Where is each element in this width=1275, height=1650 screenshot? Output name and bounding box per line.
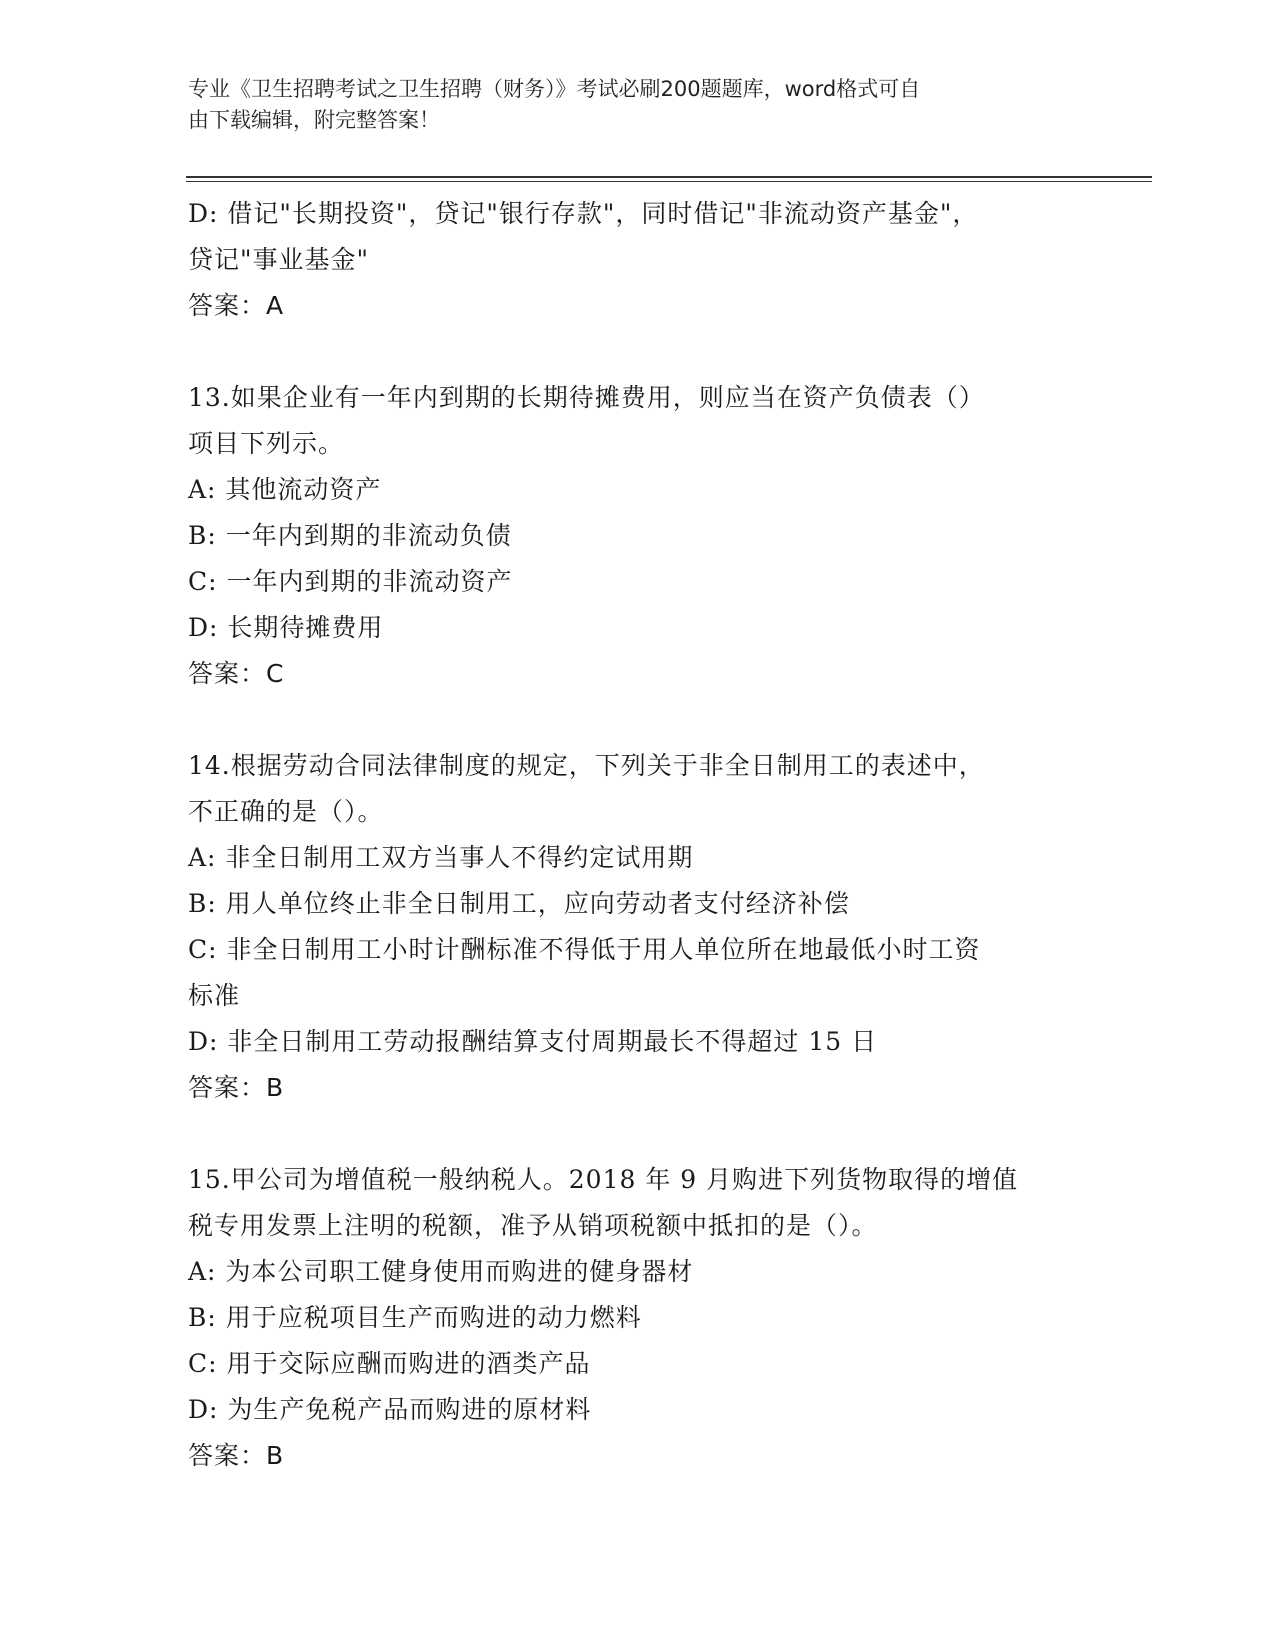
option-a: A: 其他流动资产 (188, 475, 382, 504)
option-a: A: 非全日制用工双方当事人不得约定试用期 (188, 843, 694, 872)
header-divider-thin (186, 181, 1152, 182)
question-stem-line-2: 项目下列示。 (188, 429, 345, 458)
option-d: D: 非全日制用工劳动报酬结算支付周期最长不得超过 15 日 (188, 1027, 878, 1056)
option-d: D: 为生产免税产品而购进的原材料 (188, 1395, 592, 1424)
spacer (188, 697, 1088, 743)
header-title-line-2: 由下载编辑，附完整答案！ (188, 108, 440, 132)
option-c-line-2: 标准 (188, 981, 241, 1010)
option-d-line-2: 贷记"事业基金" (188, 245, 369, 274)
question-stem-line-2: 不正确的是（）。 (188, 797, 384, 826)
spacer (188, 1111, 1088, 1157)
option-c-line-1: C: 非全日制用工小时计酬标准不得低于用人单位所在地最低小时工资 (188, 935, 981, 964)
answer: 答案：A (188, 291, 285, 320)
option-a: A: 为本公司职工健身使用而购进的健身器材 (188, 1257, 694, 1286)
option-b: B: 用人单位终止非全日制用工，应向劳动者支付经济补偿 (188, 889, 850, 918)
option-d: D: 长期待摊费用 (188, 613, 384, 642)
question-13 (188, 375, 1088, 697)
option-c: C: 一年内到期的非流动资产 (188, 567, 513, 596)
answer: 答案：C (188, 659, 285, 688)
option-c: C: 用于交际应酬而购进的酒类产品 (188, 1349, 591, 1378)
option-b: B: 一年内到期的非流动负债 (188, 521, 512, 550)
page-header (188, 74, 1068, 136)
question-12-tail (188, 191, 1088, 329)
question-15 (188, 1157, 1088, 1479)
option-b: B: 用于应税项目生产而购进的动力燃料 (188, 1303, 642, 1332)
question-stem-line-1: 13.如果企业有一年内到期的长期待摊费用，则应当在资产负债表（） (188, 383, 985, 412)
answer: 答案：B (188, 1073, 285, 1102)
option-d-line-1: D: 借记"长期投资"，贷记"银行存款"，同时借记"非流动资产基金"， (188, 199, 979, 228)
question-list (188, 191, 1088, 1479)
spacer (188, 329, 1088, 375)
answer: 答案：B (188, 1441, 285, 1470)
question-14 (188, 743, 1088, 1111)
question-stem-line-2: 税专用发票上注明的税额，准予从销项税额中抵扣的是（）。 (188, 1211, 878, 1240)
question-stem-line-1: 15.甲公司为增值税一般纳税人。2018 年 9 月购进下列货物取得的增值 (188, 1165, 1019, 1194)
question-stem-line-1: 14.根据劳动合同法律制度的规定，下列关于非全日制用工的表述中， (188, 751, 985, 780)
header-title-line-1: 专业《卫生招聘考试之卫生招聘（财务）》考试必刷200题题库，word格式可自 (188, 77, 921, 101)
header-divider-thick (186, 176, 1152, 178)
